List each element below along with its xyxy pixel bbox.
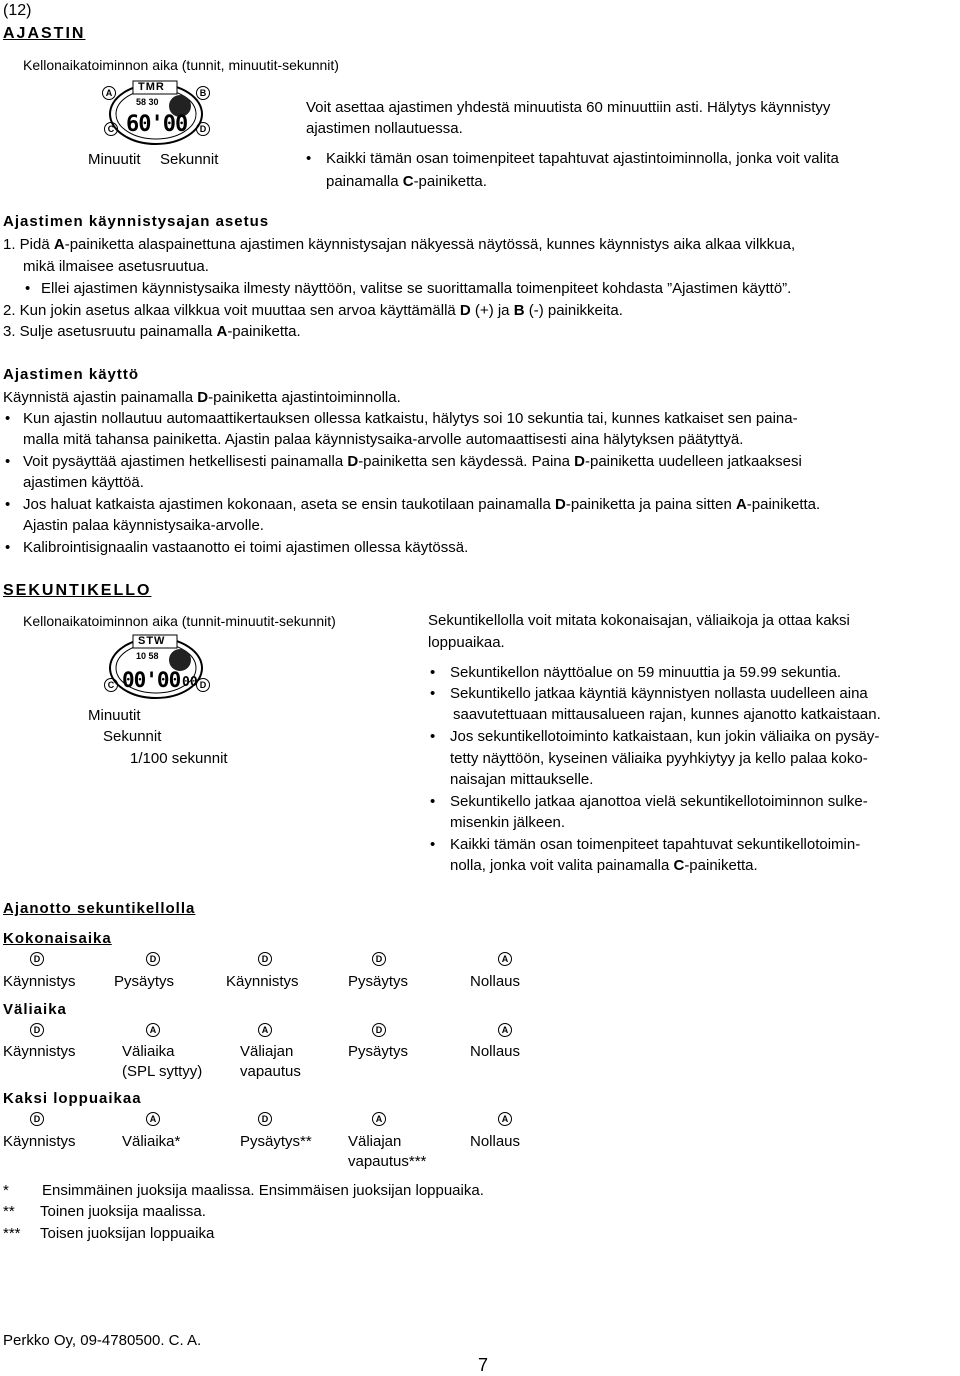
bullet-icon: • [430,728,436,745]
button-d-icon: D [372,1023,386,1037]
page-label: (12) [3,2,32,19]
button-d-icon: D [258,952,272,966]
watch-mode-label: TMR [138,81,165,93]
bullet-icon: • [430,793,436,810]
split-step-label: Väliajan [240,1043,294,1060]
watch-big-digits: 00'00 [122,668,181,692]
label-minutes: Minuutit [88,151,141,168]
button-a-icon: A [146,1023,160,1037]
bullet-icon: • [5,410,11,427]
timer-watch-illustration [100,78,212,148]
bullet-icon: • [430,685,436,702]
two-label-sub-1: vapautus*** [348,1153,427,1170]
label-seconds: Sekunnit [160,151,219,168]
stopwatch-bullet-5-cont: nolla, jonka voit valita painamalla C-painiketta. [450,857,758,874]
button-a-icon: A [372,1112,386,1126]
stopwatch-intro: Sekuntikellolla voit mitata kokonaisajan, väliaikoja ja ottaa kaksi [428,612,850,629]
setting-step-1: 1. Pidä A-painiketta alaspainettuna ajastimen käynnistysajan näkyessä näytössä, kunnes käynnistys aika alkaa vilkkua, [3,236,796,253]
bullet-icon: • [5,496,11,513]
total-heading: Kokonaisaika [3,930,112,947]
split-step-label: Väliaika [122,1043,175,1060]
button-a-icon: A [102,86,116,100]
timer-heading: AJASTIN [3,25,86,42]
button-d-icon: D [372,952,386,966]
bullet-icon: • [430,836,436,853]
two-step-label: Käynnistys [3,1133,76,1150]
note-1-text: Ensimmäinen juoksija maalissa. Ensimmäisen juoksijan loppuaika. [42,1182,484,1199]
label-hundredths: 1/100 sekunnit [130,750,228,767]
stopwatch-bullet-2-cont: saavutettuaan mittausalueen rajan, kunnes ajanotto katkaistaan. [453,706,881,723]
watch-hundredths-digits: 00 [182,675,198,690]
two-step-label: Pysäytys** [240,1133,312,1150]
button-a-icon: A [258,1023,272,1037]
bullet-icon: • [5,453,11,470]
two-step-label: Väliajan [348,1133,402,1150]
split-label-sub-1: (SPL syttyy) [122,1063,203,1080]
split-label-sub-2: vapautus [240,1063,301,1080]
page-number: 7 [478,1355,489,1375]
stopwatch-heading: SEKUNTIKELLO [3,582,152,599]
total-step-label: Käynnistys [3,973,76,990]
stopwatch-intro-cont: loppuaikaa. [428,634,505,651]
setting-step-1-note: Ellei ajastimen käynnistysaika ilmesty näyttöön, valitse se suorittamalla toimenpiteet kohdasta ”Ajastimen käyttö”. [41,280,792,297]
two-step-label: Nollaus [470,1133,521,1150]
split-heading: Väliaika [3,1001,67,1018]
timer-use-heading: Ajastimen käyttö [3,366,140,383]
button-d-icon: D [30,1023,44,1037]
timer-intro-line1: Voit asettaa ajastimen yhdestä minuutista 60 minuuttiin asti. Hälytys käynnistyy [306,99,831,116]
bullet-icon: • [306,150,312,167]
button-d-icon: D [258,1112,272,1126]
bullet-icon: • [5,539,11,556]
watch-small-digits: 58 30 [136,97,159,107]
button-d-icon: D [146,952,160,966]
two-heading: Kaksi loppuaikaa [3,1090,142,1107]
timer-mode-caption: Kellonaikatoiminnon aika (tunnit, minuutit-sekunnit) [23,57,339,73]
button-d-icon: D [196,122,210,136]
total-step-label: Pysäytys [114,973,175,990]
note-3-mark: *** [3,1225,21,1242]
button-a-icon: A [146,1112,160,1126]
timer-use-bullet-3-cont: Ajastin palaa käynnistysaika-arvolle. [23,517,264,534]
stopwatch-bullet-4-cont: misenkin jälkeen. [450,814,566,831]
button-c-icon: C [104,678,118,692]
timer-use-bullet-4: Kalibrointisignaalin vastaanotto ei toimi ajastimen ollessa käytössä. [23,539,469,556]
split-step-label: Käynnistys [3,1043,76,1060]
two-step-label: Väliaika* [122,1133,181,1150]
note-2-text: Toinen juoksija maalissa. [40,1203,206,1220]
timer-intro-line3: Kaikki tämän osan toimenpiteet tapahtuvat ajastintoiminnolla, jonka voit valita [326,150,839,167]
button-d-icon: D [30,1112,44,1126]
stopwatch-bullet-3-cont: tetty näyttöön, kyseinen väliaika pyyhkiytyy ja kello palaa koko- [450,750,868,767]
stopwatch-mode-caption: Kellonaikatoiminnon aika (tunnit-minuutit-sekunnit) [23,613,336,629]
total-step-label: Nollaus [470,973,521,990]
button-c-icon: C [104,122,118,136]
label-seconds: Sekunnit [103,728,162,745]
timer-intro-line2: ajastimen nollautuessa. [306,120,463,137]
button-b-icon: B [196,86,210,100]
note-1-mark: * [3,1182,9,1199]
stopwatch-bullet-3: Jos sekuntikellotoiminto katkaistaan, kun jokin väliaika on pysäy- [450,728,880,745]
stopwatch-bullet-5: Kaikki tämän osan toimenpiteet tapahtuvat sekuntikellotoimin- [450,836,861,853]
timing-heading: Ajanotto sekuntikellolla [3,900,196,917]
stopwatch-bullet-2: Sekuntikello jatkaa käyntiä käynnistyen nollasta uudelleen aina [450,685,868,702]
setting-step-2: 2. Kun jokin asetus alkaa vilkkua voit muuttaa sen arvoa käyttämällä D (+) ja B (-) painikkeita. [3,302,623,319]
button-a-icon: A [498,1112,512,1126]
timer-intro-line4: painamalla C-painiketta. [326,173,487,190]
stopwatch-bullet-4: Sekuntikello jatkaa ajanottoa vielä sekuntikellotoiminnon sulke- [450,793,868,810]
timer-use-bullet-3: Jos haluat katkaista ajastimen kokonaan, aseta se ensin taukotilaan painamalla D-painiketta ja paina sitten A-painiketta. [23,496,821,513]
timer-setting-heading: Ajastimen käynnistysajan asetus [3,213,270,230]
stopwatch-bullet-3-cont2: naisajan mittaukselle. [450,771,594,788]
button-d-icon: D [196,678,210,692]
watch-big-digits: 60'00 [126,112,188,137]
button-a-icon: A [498,952,512,966]
total-step-label: Käynnistys [226,973,299,990]
total-step-label: Pysäytys [348,973,409,990]
bullet-icon: • [25,280,31,297]
setting-step-3: 3. Sulje asetusruutu painamalla A-painiketta. [3,323,301,340]
note-2-mark: ** [3,1203,15,1220]
label-minutes: Minuutit [88,707,141,724]
button-a-icon: A [498,1023,512,1037]
timer-use-bullet-2-cont: ajastimen käyttöä. [23,474,144,491]
stopwatch-bullet-1: Sekuntikellon näyttöalue on 59 minuuttia ja 59.99 sekuntia. [450,664,842,681]
button-d-icon: D [30,952,44,966]
timer-use-bullet-1-cont: malla mitä tahansa painiketta. Ajastin palaa käynnistysaika-arvolle automaattisesti aina hälytyksen päätyttyä. [23,431,744,448]
timer-use-bullet-2: Voit pysäyttää ajastimen hetkellisesti painamalla D-painiketta sen käydessä. Paina D-painiketta uudelleen jatkaaksesi [23,453,802,470]
bullet-icon: • [430,664,436,681]
split-step-label: Pysäytys [348,1043,409,1060]
watch-small-digits: 10 58 [136,651,159,661]
stopwatch-watch-illustration [100,632,212,702]
watch-mode-label: STW [138,635,166,647]
timer-use-intro: Käynnistä ajastin painamalla D-painiketta ajastintoiminnolla. [3,389,401,406]
split-step-label: Nollaus [470,1043,521,1060]
timer-use-bullet-1: Kun ajastin nollautuu automaattikertauksen ollessa katkaistu, hälytys soi 10 sekuntia tai, kunnes katkaiset sen paina- [23,410,798,427]
note-3-text: Toisen juoksijan loppuaika [40,1225,215,1242]
setting-step-1-cont: mikä ilmaisee asetusruutua. [23,258,209,275]
footer: Perkko Oy, 09-4780500. C. A. [3,1332,202,1349]
